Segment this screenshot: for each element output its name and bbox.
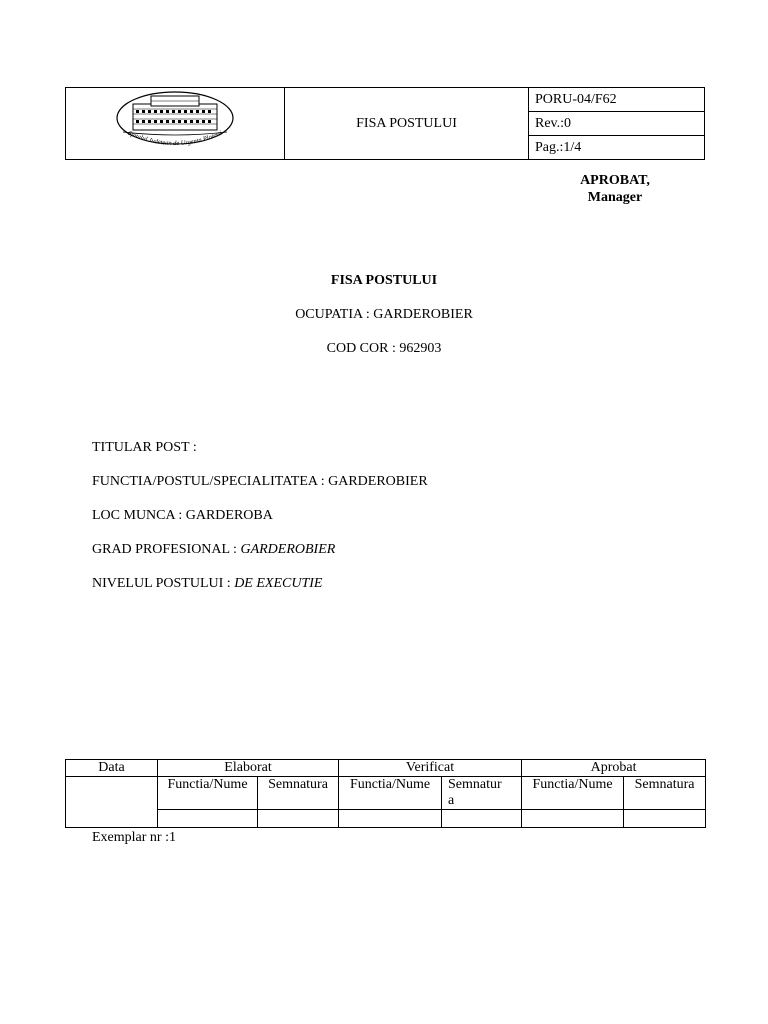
level-value: DE EXECUTIE: [234, 576, 323, 591]
verificat-function-header: Functia/Nume: [339, 777, 442, 810]
header-elaborat: Elaborat: [158, 760, 339, 777]
level-field: [92, 576, 322, 592]
aprobat-function-header: Functia/Nume: [522, 777, 624, 810]
aprobat-signature-header: Semnatura: [624, 777, 706, 810]
elaborat-function-value: [158, 810, 258, 828]
grade-field: [92, 542, 335, 558]
date-cell: [66, 777, 158, 828]
document-code: PORU-04/F62: [529, 88, 705, 112]
aprobat-signature-value: [624, 810, 706, 828]
header-data: Data: [66, 760, 158, 777]
hospital-logo-icon: [113, 88, 237, 154]
document-title: FISA POSTULUI: [330, 273, 438, 288]
header-aprobat: Aprobat: [522, 760, 706, 777]
cor-code-line: COD COR : 962903: [326, 341, 442, 356]
header-verificat: Verificat: [339, 760, 522, 777]
document-revision: Rev.:0: [529, 112, 705, 136]
function-field: FUNCTIA/POSTUL/SPECIALITATEA : GARDEROBIER: [92, 474, 428, 489]
signature-table: [65, 759, 706, 828]
approval-label: APROBAT,: [580, 173, 650, 188]
approval-role: Manager: [587, 190, 643, 205]
elaborat-signature-value: [258, 810, 339, 828]
elaborat-function-header: Functia/Nume: [158, 777, 258, 810]
titular-post-field: TITULAR POST :: [92, 440, 197, 455]
workplace-field: LOC MUNCA : GARDEROBA: [92, 508, 273, 523]
level-label: NIVELUL POSTULUI :: [92, 576, 235, 591]
logo-seal-text: Spitalul Judetean de Urgenta Ploiesti: [126, 129, 224, 148]
grade-label: GRAD PROFESIONAL :: [92, 542, 241, 557]
document-page: Pag.:1/4: [529, 136, 705, 160]
approval-block: [560, 172, 670, 206]
header-table: [65, 87, 705, 160]
verificat-signature-part2: a: [448, 793, 455, 808]
verificat-function-value: [339, 810, 442, 828]
verificat-signature-value: [442, 810, 522, 828]
grade-value: GARDEROBIER: [240, 542, 336, 557]
exemplar-number: Exemplar nr :1: [92, 830, 176, 845]
verificat-signature-header: [442, 777, 522, 810]
verificat-signature-part1: Semnatur: [448, 777, 502, 792]
aprobat-function-value: [522, 810, 624, 828]
header-title: FISA POSTULUI: [285, 88, 529, 160]
logo-cell: [66, 88, 285, 160]
occupation-line: OCUPATIA : GARDEROBIER: [295, 307, 473, 322]
elaborat-signature-header: Semnatura: [258, 777, 339, 810]
